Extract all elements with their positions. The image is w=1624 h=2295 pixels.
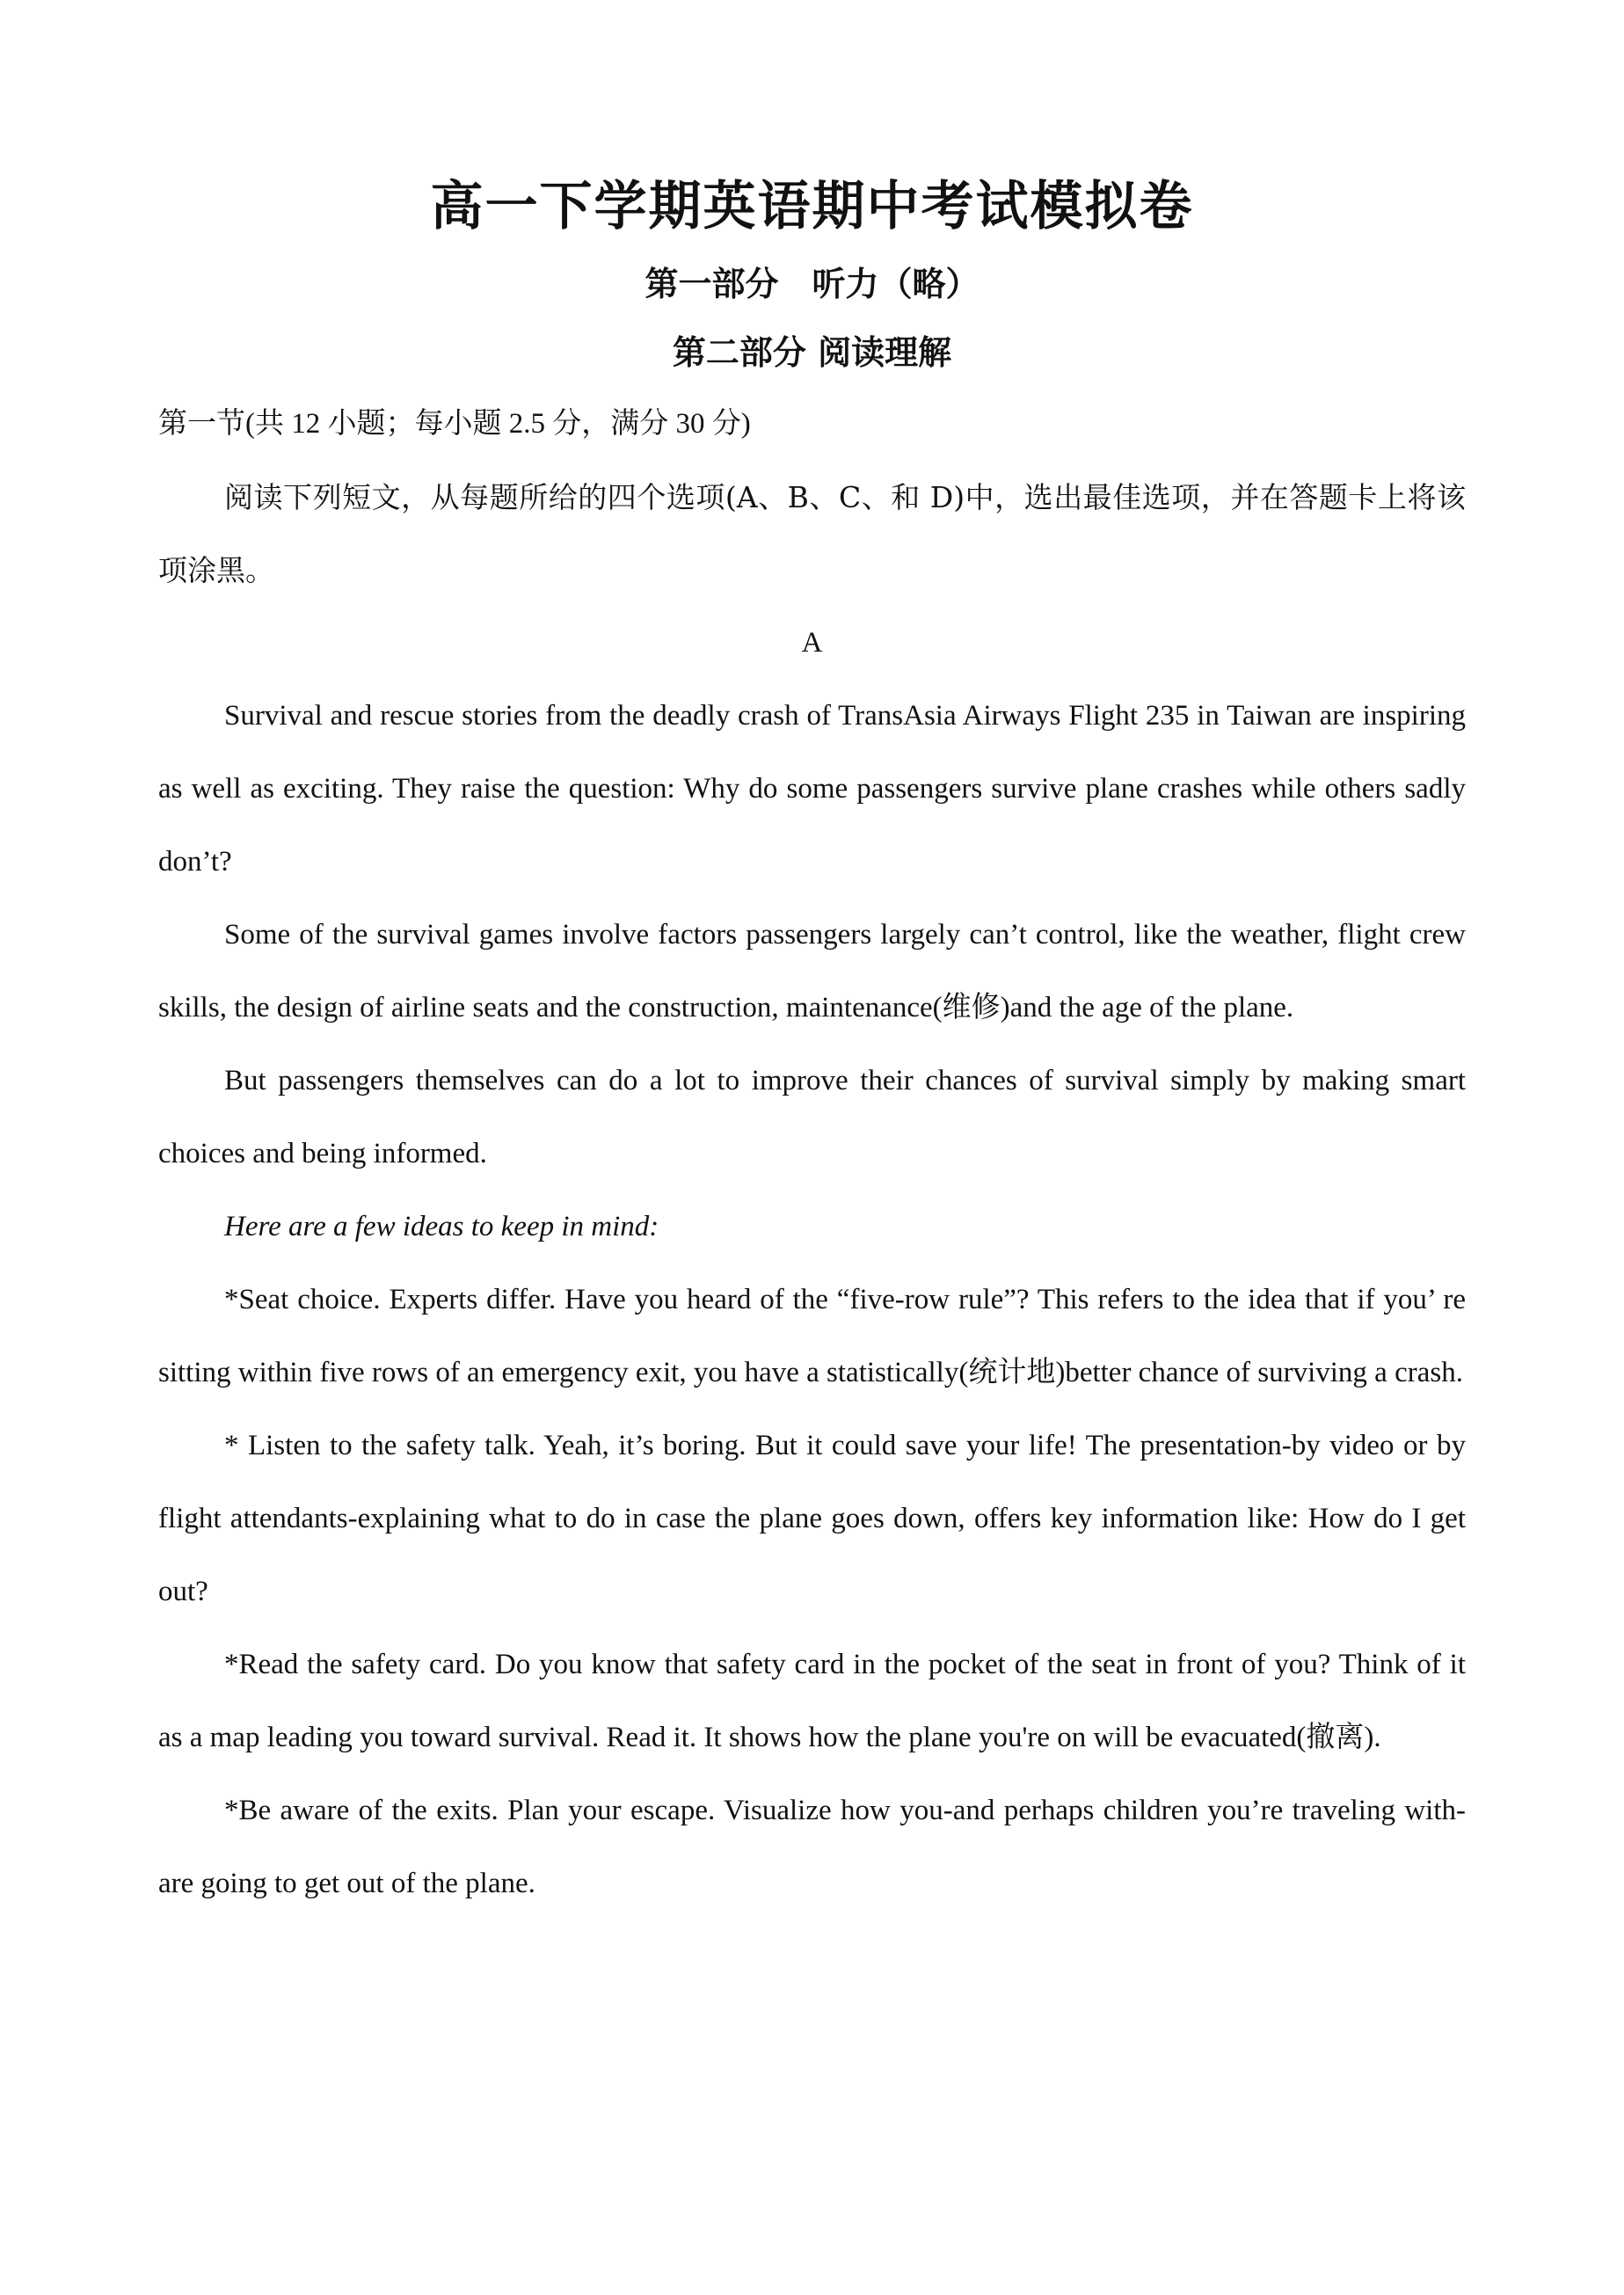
part-one-heading: 第一部分 听力（略） [645,265,979,303]
part-two-heading: 第二部分 阅读理解 [672,333,952,372]
passage-paragraph: But passengers themselves can do a lot to improve their chances of survival simply by making smart choices and being informed. [158,1065,1466,1169]
passage-label: A [801,627,823,659]
passage-paragraph: *Seat choice. Experts differ. Have you heard of the “five-row rule”? This refers to the idea that if you’ re sitting within five rows of an emergency exit, you have a statistically(统计地)better chance of surviving a crash. [158,1284,1466,1388]
section-instruction: 阅读下列短文，从每题所给的四个选项(A、B、C、和 D)中，选出最佳选项，并在答题卡上将该项涂黑。 [158,480,1466,587]
passage-paragraph: Survival and rescue stories from the deadly crash of TransAsia Airways Flight 235 in Taiwan are inspiring as well as exciting. They raise the question: Why do some passengers survive plane crashes while others sadly don’t? [158,700,1466,878]
section-note: 第一节(共 12 小题；每小题 2.5 分，满分 30 分) [158,408,751,440]
passage-paragraph: * Listen to the safety talk. Yeah, it’s boring. But it could save your life! The presentation-by video or by flight attendants-explaining what to do in case the plane goes down, offers key information like: How do I get out? [158,1430,1466,1607]
passage-ideas-intro: Here are a few ideas to keep in mind: [224,1211,659,1242]
passage-paragraph: *Be aware of the exits. Plan your escape. Visualize how you-and perhaps children you’re traveling with-are going to get out of the plane. [158,1795,1466,1899]
exam-title: 高一下学期英语期中考试模拟卷 [430,176,1194,237]
passage-paragraph: Some of the survival games involve factors passengers largely can’t control, like the weather, flight crew skills, the design of airline seats and the construction, maintenance(维修)and the age of the plane. [158,919,1466,1024]
passage-paragraph: *Read the safety card. Do you know that safety card in the pocket of the seat in front of you? Think of it as a map leading you toward survival. Read it. It shows how the plane you're on will be evacuated(撤离). [158,1649,1466,1753]
